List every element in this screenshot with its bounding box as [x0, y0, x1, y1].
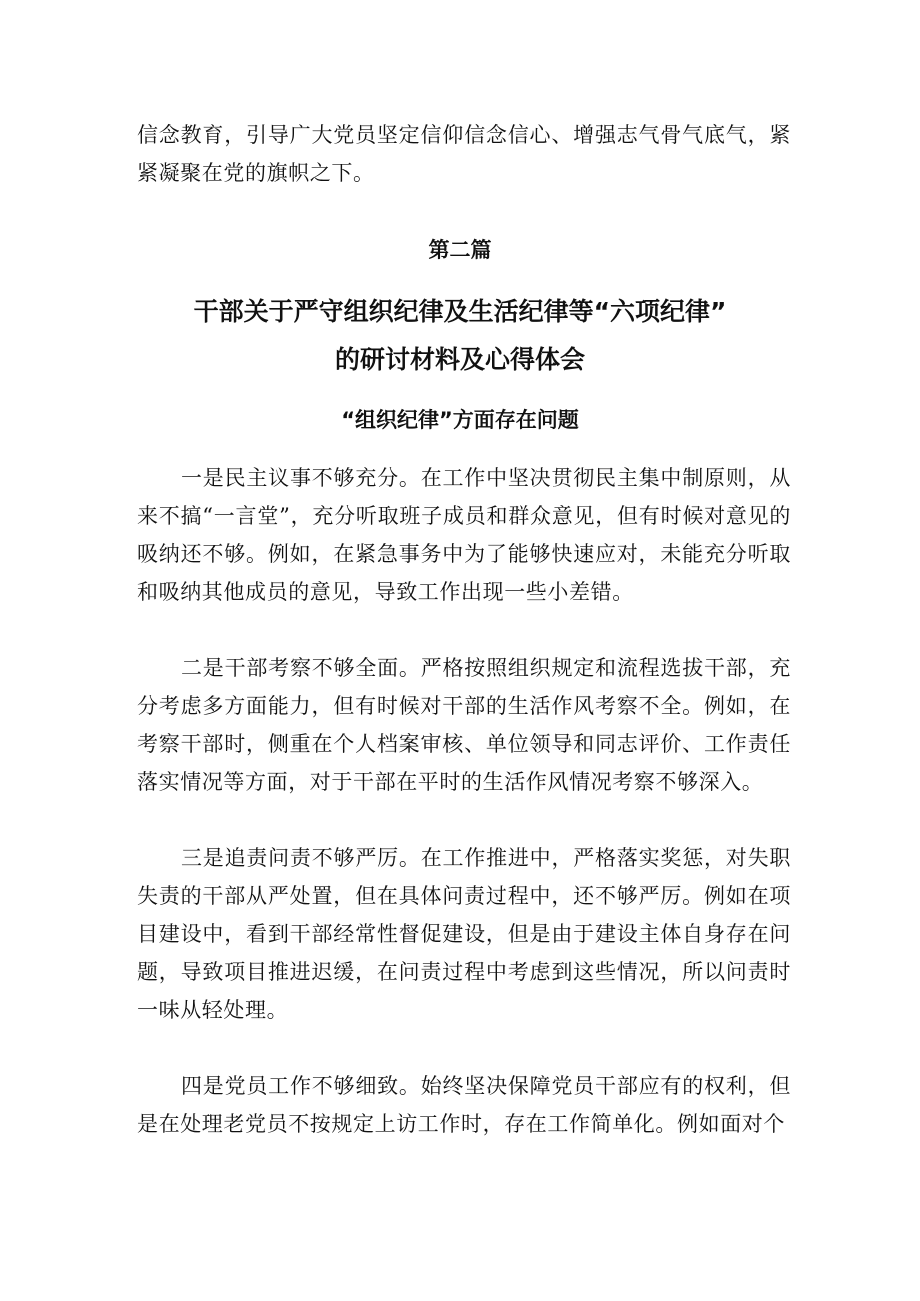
paragraph-party-member-work: 四是党员工作不够细致。始终坚决保障党员干部应有的权利，但是在处理老党员不按规定上访工作时，存在工作简单化。例如面对个 [137, 1074, 791, 1136]
section-heading: “组织纪律”方面存在问题 [341, 408, 579, 432]
title-line-2: 的研讨材料及心得体会 [334, 345, 585, 374]
part-label: 第二篇 [428, 238, 492, 262]
document-title [0, 288, 920, 384]
paragraph-democratic-discussion: 一是民主议事不够充分。在工作中坚决贯彻民主集中制原则，从来不搞“一言堂”，充分听取班子成员和群众意见，但有时候对意见的吸纳还不够。例如，在紧急事务中为了能够快速应对，未能充分听取和吸纳其他成员的意见，导致工作出现一些小差错。 [137, 466, 791, 604]
continuation-paragraph: 信念教育，引导广大党员坚定信仰信念信心、增强志气骨气底气，紧紧凝聚在党的旗帜之下。 [137, 123, 791, 185]
paragraph-accountability: 三是追责问责不够严厉。在工作推进中，严格落实奖惩，对失职失责的干部从严处置，但在具体问责过程中，还不够严厉。例如在项目建设中，看到干部经常性督促建设，但是由于建设主体自身存在问题，导致项目推进迟缓，在问责过程中考虑到这些情况，所以问责时一味从轻处理。 [137, 846, 791, 1022]
paragraph-cadre-evaluation: 二是干部考察不够全面。严格按照组织规定和流程选拔干部，充分考虑多方面能力，但有时候对干部的生活作风考察不全。例如，在考察干部时，侧重在个人档案审核、单位领导和同志评价、工作责任落实情况等方面，对于干部在平时的生活作风情况考察不够深入。 [137, 656, 791, 794]
title-line-1: 干部关于严守组织纪律及生活纪律等“六项纪律” [193, 297, 727, 326]
